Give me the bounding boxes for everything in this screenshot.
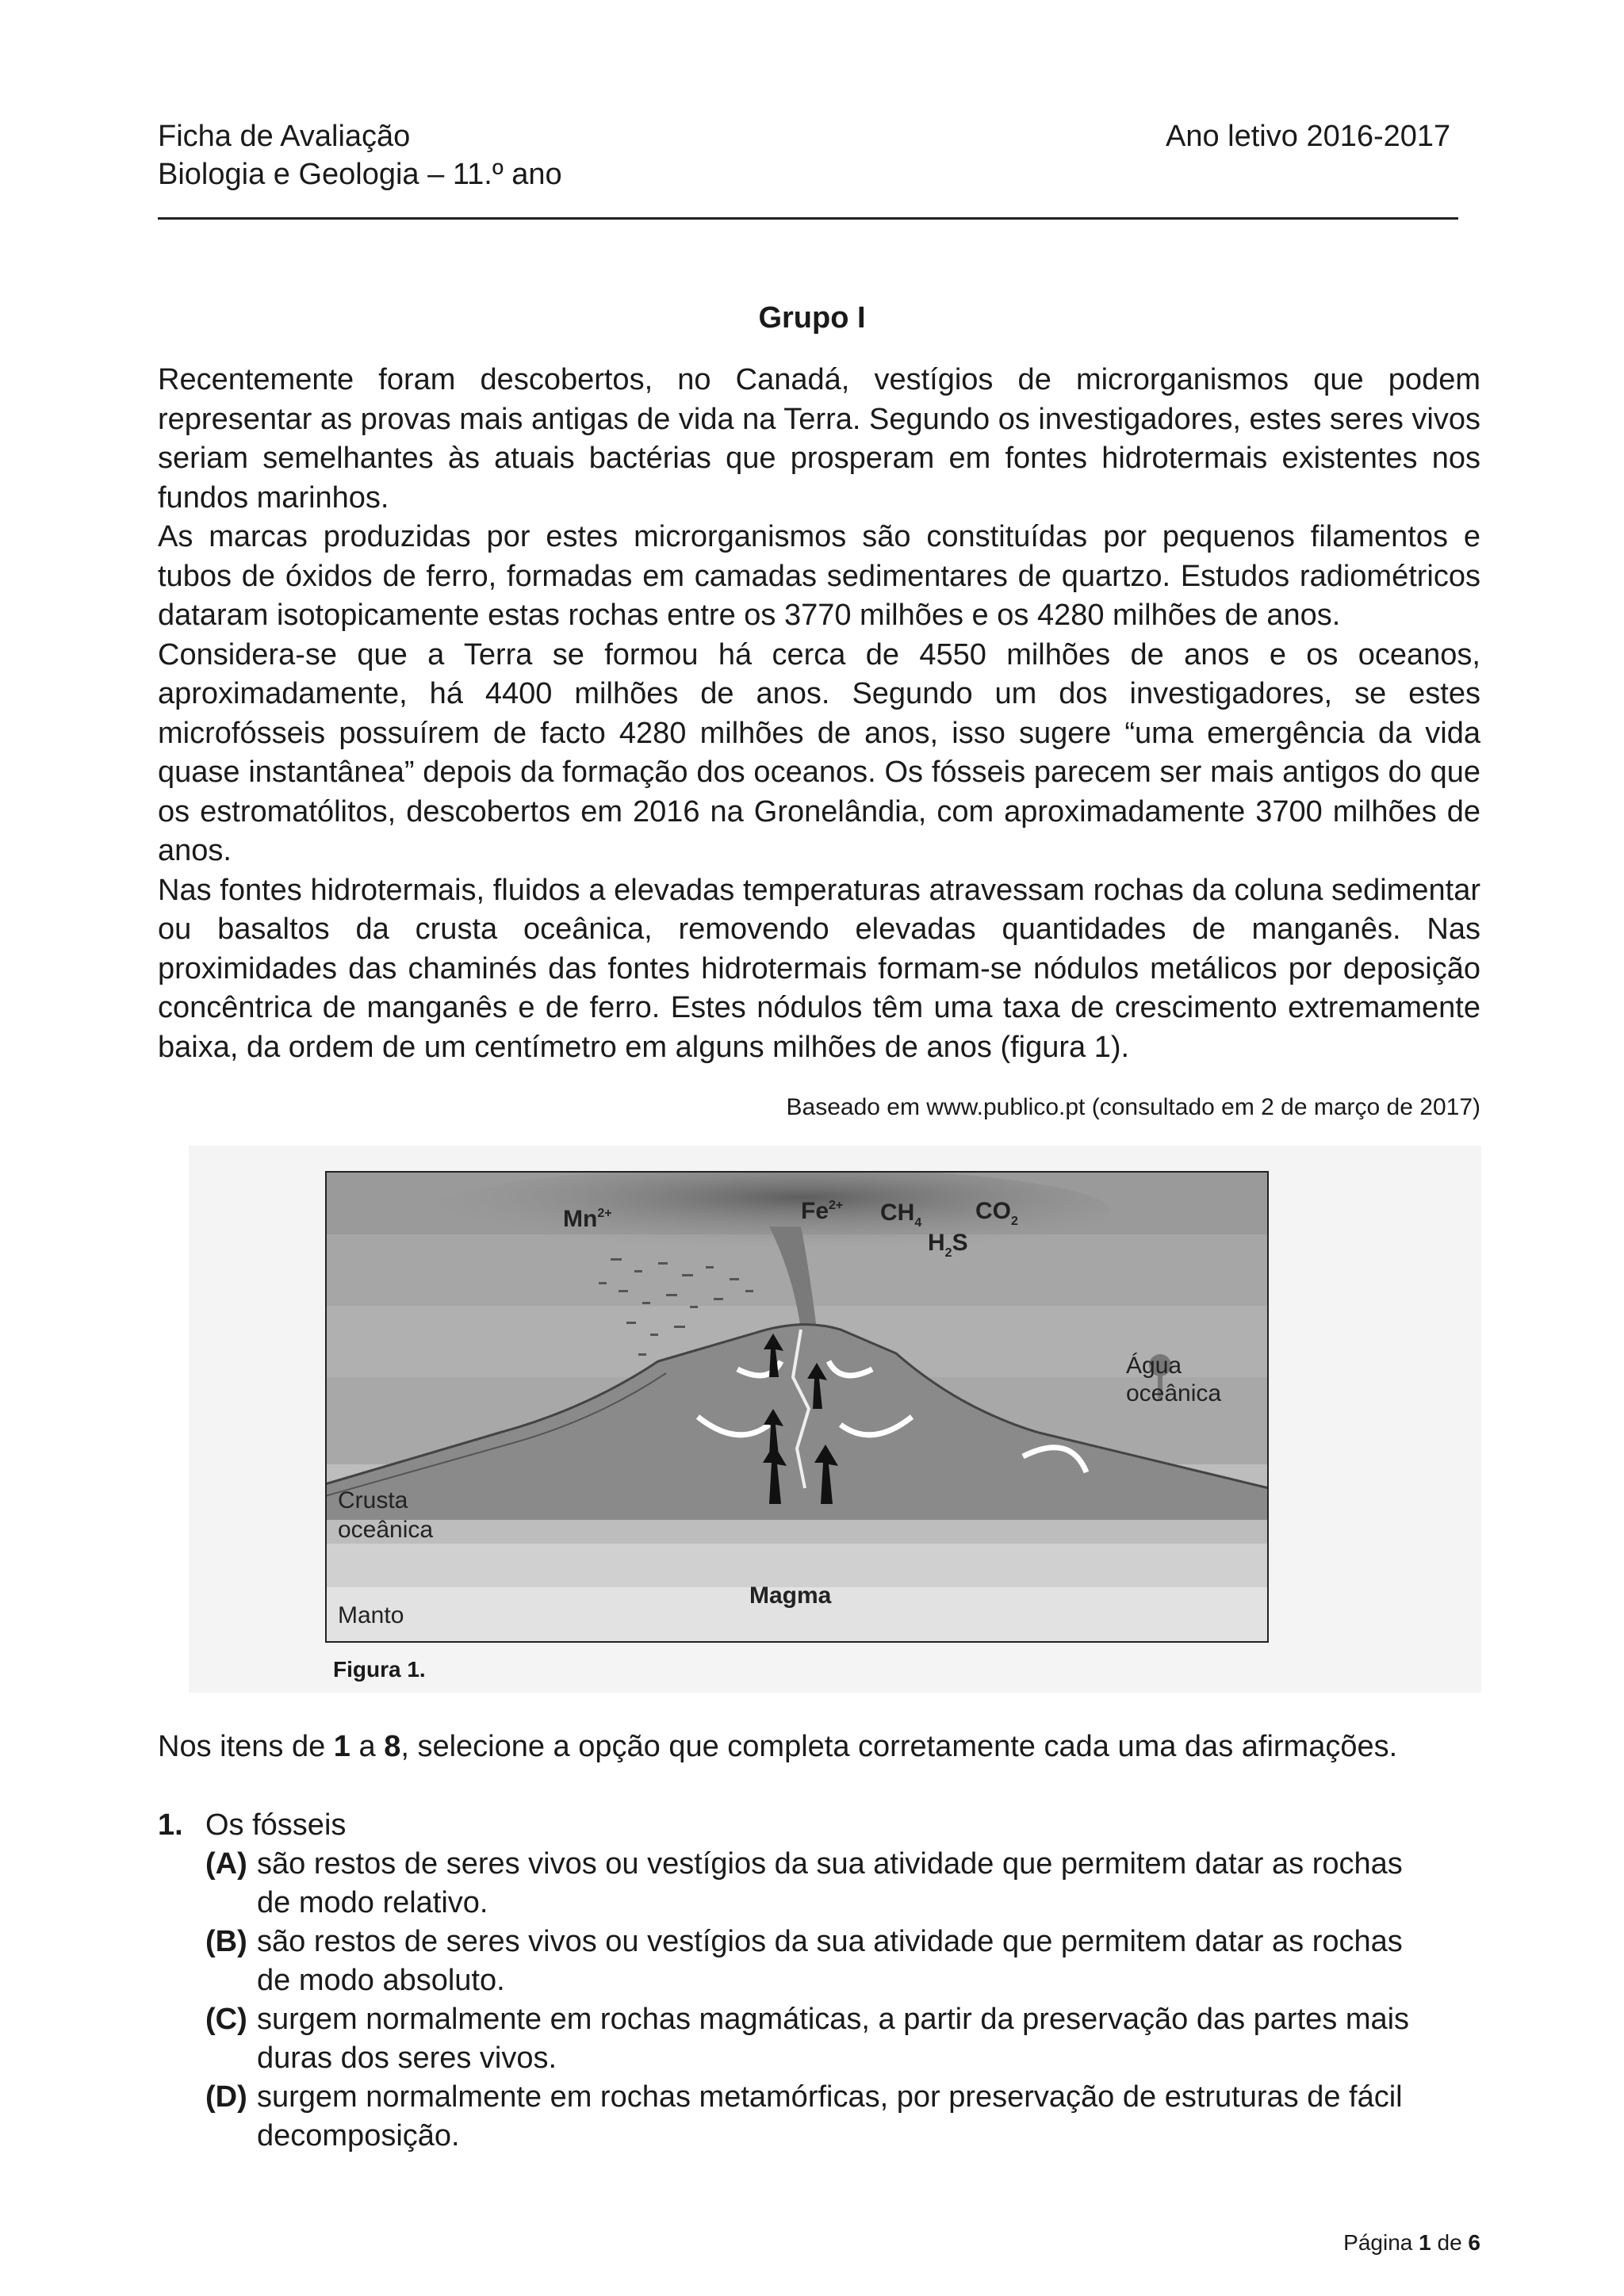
question-stem: Os fósseis (205, 1808, 347, 1842)
label-magma: Magma (749, 1582, 832, 1609)
label-oceanica-water: oceânica (1126, 1380, 1222, 1406)
instruction-n1: 1 (333, 1730, 350, 1763)
label-manto: Manto (338, 1602, 404, 1628)
option-a[interactable] (158, 1845, 1506, 1923)
option-letter: (A) (205, 1847, 247, 1881)
header-rule (158, 217, 1458, 220)
question-number: 1. (158, 1808, 183, 1842)
intro-text (158, 361, 1480, 1067)
label-fe: $Fe^{2+}$ (801, 1198, 844, 1224)
option-text: surgem normalmente em rochas metamórficas, por preservação de estruturas de fácil decomposição. (257, 2080, 1403, 2152)
header-left (158, 117, 562, 193)
instruction-prefix: Nos itens de (158, 1730, 334, 1763)
label-oceanica-crust: oceânica (338, 1517, 434, 1543)
option-text: são restos de seres vivos ou vestígios da sua atividade que permitem datar as rochas de modo absoluto. (257, 1925, 1403, 1997)
option-b[interactable] (158, 1923, 1506, 2000)
instruction-text (158, 1730, 1397, 1764)
label-mn: $Mn^{2+}$ (563, 1206, 612, 1232)
label-h2s: $H_2S$ (928, 1230, 968, 1260)
question-1-stem-line (158, 1806, 1506, 1845)
source-citation: Baseado em www.publico.pt (consultado em 2 de março de 2017) (786, 1094, 1480, 1120)
label-crusta: Crusta (338, 1487, 408, 1513)
label-agua: Água (1126, 1353, 1182, 1379)
hydrothermal-vent-diagram (325, 1171, 1269, 1643)
paragraph-4: Nas fontes hidrotermais, fluidos a elevadas temperaturas atravessam rochas da coluna sedimentar ou basaltos da crusta oceânica, removendo elevadas quantidades de manganês. Nas proximidades das chaminés das fontes hidrotermais formam-se nódulos metálicos por deposição concêntrica de manganês e de ferro. Estes nódulos têm uma taxa de crescimento extremamente baixa, da ordem de um centímetro em alguns milhões de anos (figura 1). (158, 873, 1480, 1064)
section-title: Grupo I (758, 301, 866, 335)
page-footer (1343, 2230, 1480, 2256)
header-school-year: Ano letivo 2016-2017 (1166, 120, 1451, 153)
option-c[interactable] (158, 2000, 1506, 2078)
figure-caption: Figura 1. (333, 1657, 426, 1682)
option-letter: (D) (205, 2080, 247, 2114)
paragraph-3: Considera-se que a Terra se formou há cerca de 4550 milhões de anos e os oceanos, aproximadamente, há 4400 milhões de anos. Segundo um dos investigadores, se estes microfósseis possuírem de facto 4280 milhões de anos, isso sugere “uma emergência da vida quase instantânea” depois da formação dos oceanos. Os fósseis parecem ser mais antigos do que os estromatólitos, descobertos em 2016 na Gronelândia, com aproximadamente 3700 milhões de anos. (158, 637, 1480, 867)
footer-page-number: 1 (1419, 2230, 1431, 2255)
paragraph-2: As marcas produzidas por estes microrganismos são constituídas por pequenos filamentos e tubos de óxidos de ferro, formadas em camadas sedimentares de quartzo. Estudos radiométricos dataram isotopicamente estas rochas entre os 3770 milhões e os 4280 milhões de anos. (158, 520, 1480, 632)
footer-mid: de (1431, 2230, 1469, 2255)
paragraph-1: Recentemente foram descobertos, no Canadá, vestígios de microrganismos que podem representar as provas mais antigas de vida na Terra. Segundo os investigadores, estes seres vivos seriam semelhantes às atuais bactérias que prosperam em fontes hidrotermais existentes nos fundos marinhos. (158, 363, 1480, 515)
option-d[interactable] (158, 2078, 1506, 2156)
option-letter: (B) (205, 1925, 247, 1958)
instruction-suffix: , selecione a opção que completa corretamente cada uma das afirmações. (400, 1730, 1398, 1763)
label-co2: $CO_2$ (975, 1198, 1018, 1228)
question-1 (158, 1806, 1506, 2156)
header-doc-type: Ficha de Avaliação (158, 120, 411, 153)
option-letter: (C) (205, 2003, 247, 2036)
instruction-n2: 8 (384, 1730, 401, 1763)
instruction-mid: a (350, 1730, 385, 1763)
header-subject: Biologia e Geologia – 11.º ano (158, 158, 562, 191)
footer-prefix: Página (1343, 2230, 1419, 2255)
option-text: surgem normalmente em rochas magmáticas, a partir da preservação das partes mais duras dos seres vivos. (257, 2003, 1410, 2075)
footer-page-total: 6 (1468, 2230, 1480, 2255)
label-ch4: $CH_4$ (880, 1200, 922, 1230)
figure-1 (189, 1146, 1481, 1693)
option-text: são restos de seres vivos ou vestígios da sua atividade que permitem datar as rochas de modo relativo. (257, 1847, 1403, 1919)
